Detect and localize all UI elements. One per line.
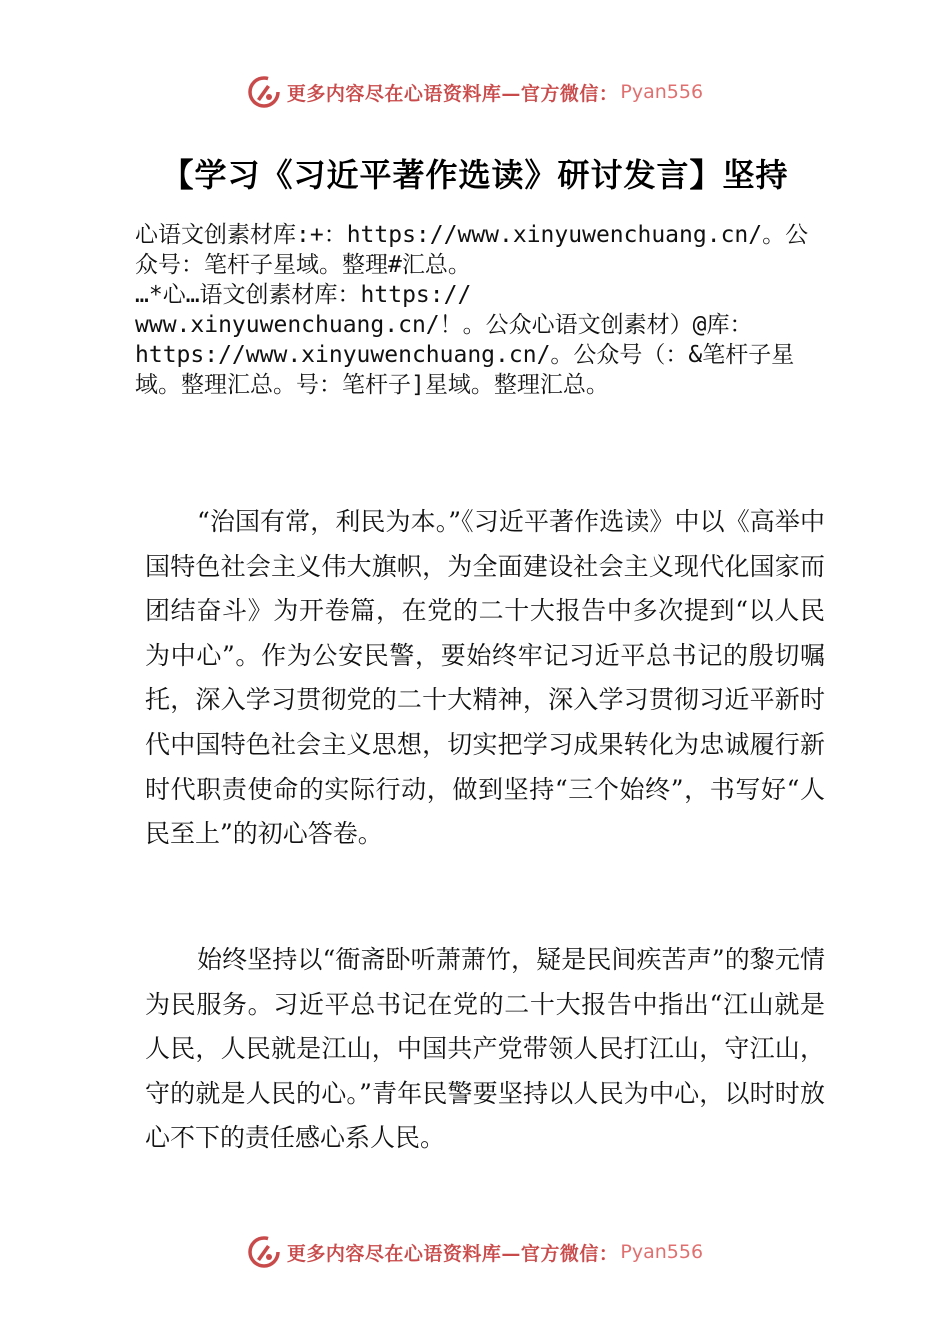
header-banner (0, 72, 950, 112)
document-title: 【学习《习近平著作选读》研讨发言】坚持 (161, 156, 789, 194)
body-paragraph: “治国有常，利民为本。”《习近平著作选读》中以《高举中国特色社会主义伟大旗帜，为全面建设社会主义现代化国家而团结奋斗》为开卷篇，在党的二十大报告中多次提到“以人民为中心”。作为公安民警，要始终牢记习近平总书记的殷切嘱托，深入学习贯彻党的二十大精神，深入学习贯彻习近平新时代中国特色社会主义思想，切实把学习成果转化为忠诚履行新时代职责使命的实际行动，做到坚持“三个始终”，书写好“人民至上”的初心答卷。 (145, 507, 825, 849)
footer-banner-text: 更多内容尽在心语资料库—官方微信： (286, 1242, 619, 1265)
source-line: www.xinyuwenchuang.cn/！。公众心语文创素材）@库： (135, 312, 753, 338)
source-line: 众号：笔杆子星域。整理#汇总。 (135, 252, 471, 278)
source-line: https://www.xinyuwenchuang.cn/。公众号（：&笔杆子星 (135, 342, 795, 368)
brush-seal-logo-icon (247, 75, 281, 109)
body-paragraph: 始终坚持以“衙斋卧听萧萧竹，疑是民间疾苦声”的黎元情为民服务。习近平总书记在党的二十大报告中指出“江山就是人民，人民就是江山，中国共产党带领人民打江山，守江山，守的就是人民的心。”青年民警要坚持以人民为中心，以时时放心不下的责任感心系人民。 (145, 945, 825, 1153)
header-wechat-id: Pyan556 (620, 81, 704, 103)
brush-seal-logo-icon (247, 1235, 281, 1269)
footer-banner (0, 1232, 950, 1272)
source-line: 域。整理汇总。号：笔杆子]星域。整理汇总。 (135, 372, 609, 398)
source-line: 心语文创素材库:+：https://www.xinyuwenchuang.cn/。公 (135, 222, 809, 248)
source-line: …*心…语文创素材库：https:// (135, 282, 472, 308)
header-banner-text: 更多内容尽在心语资料库—官方微信： (286, 82, 619, 105)
footer-wechat-id: Pyan556 (620, 1241, 704, 1263)
source-notice (135, 220, 850, 400)
